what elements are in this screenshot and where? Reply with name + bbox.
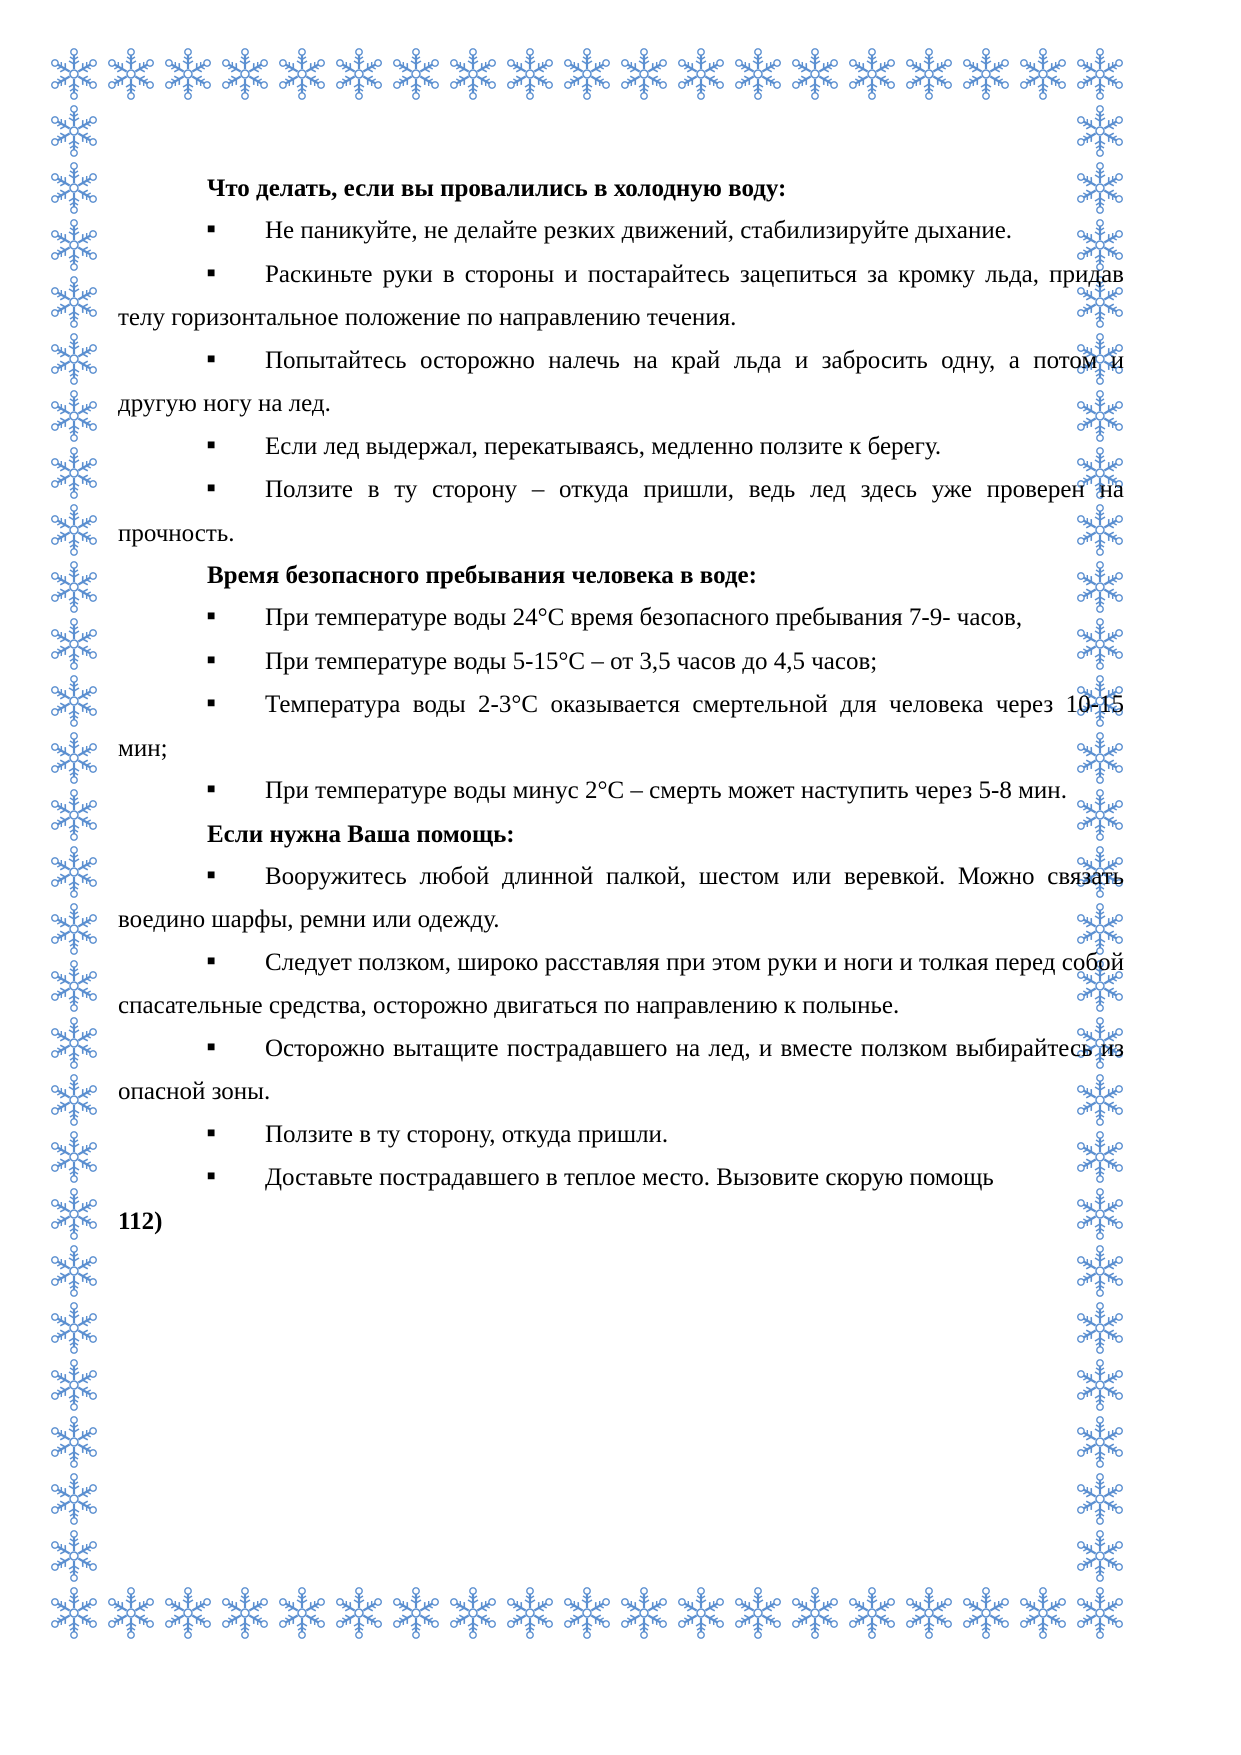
snowflake-icon [1073,104,1127,158]
snowflake-icon [161,47,215,101]
bullet-icon: ■ [207,953,216,969]
snowflake-icon [1016,47,1070,101]
snowflake-icon [1073,1358,1127,1412]
snowflake-icon [47,161,101,215]
snowflake-icon [1073,1244,1127,1298]
bullet-icon: ■ [207,652,216,668]
section-heading: Если нужна Ваша помощь: [207,820,515,848]
snowflake-icon [389,47,443,101]
bullet-icon: ■ [207,265,216,281]
snowflake-icon [674,1586,728,1640]
snowflake-icon [47,503,101,557]
list-item: ■ Температура воды 2-3°С оказывается смертельной для человека через 10-15 мин; [118,684,1124,770]
bullet-icon: ■ [207,782,216,798]
snowflake-icon [47,1016,101,1070]
snowflake-icon [47,104,101,158]
snowflake-icon [1073,1472,1127,1526]
snowflake-icon [47,1301,101,1355]
snowflake-icon [47,1187,101,1241]
snowflake-icon [902,1586,956,1640]
snowflake-icon [1073,1529,1127,1583]
snowflake-icon [47,560,101,614]
snowflake-icon [845,47,899,101]
snowflake-icon [788,1586,842,1640]
snowflake-icon [1073,47,1127,101]
snowflake-icon [902,47,956,101]
list-item: ■ Попытайтесь осторожно налечь на край льда и забросить одну, а потом и другую ногу на лед. [118,340,1124,426]
snowflake-icon [47,275,101,329]
snowflake-icon [1073,1301,1127,1355]
phone-number: 112) [118,1207,163,1235]
snowflake-icon [47,47,101,101]
list-item: ■ Доставьте пострадавшего в теплое место. Вызовите скорую помощь [118,1157,1124,1201]
snowflake-icon [47,731,101,785]
snowflake-icon [104,47,158,101]
snowflake-icon [1073,1415,1127,1469]
snowflake-icon [47,1244,101,1298]
snowflake-icon [503,47,557,101]
snowflake-icon [731,47,785,101]
bullet-icon: ■ [207,481,216,497]
bullet-icon: ■ [207,609,216,625]
snowflake-icon [503,1586,557,1640]
snowflake-icon [1073,1586,1127,1640]
snowflake-icon [1016,1586,1070,1640]
snowflake-icon [275,47,329,101]
snowflake-icon [47,1415,101,1469]
snowflake-icon [674,47,728,101]
snowflake-icon [104,1586,158,1640]
bullet-icon: ■ [207,1169,216,1185]
list-item: ■ Раскиньте руки в стороны и постарайтесь зацепиться за кромку льда, придав телу горизонтальное положение по направлению течения. [118,254,1124,340]
snowflake-icon [47,788,101,842]
snowflake-icon [47,446,101,500]
list-item: ■ Ползите в ту сторону – откуда пришли, ведь лед здесь уже проверен на прочность. [118,469,1124,555]
snowflake-icon [47,1472,101,1526]
snowflake-icon [47,1529,101,1583]
snowflake-icon [47,902,101,956]
list-item: ■ Не паникуйте, не делайте резких движений, стабилизируйте дыхание. [118,210,1124,254]
snowflake-icon [332,1586,386,1640]
bullet-icon: ■ [207,437,216,453]
bullet-icon: ■ [207,1125,216,1141]
snowflake-icon [47,1586,101,1640]
snowflake-icon [47,959,101,1013]
list-item: ■ При температуре воды 24°С время безопасного пребывания 7-9- часов, [118,597,1124,641]
snowflake-icon [617,1586,671,1640]
snowflake-icon [332,47,386,101]
document-body [118,168,1124,1243]
snowflake-icon [788,47,842,101]
section-heading: Что делать, если вы провалились в холодную воду: [207,175,787,202]
snowflake-icon [47,218,101,272]
snowflake-icon [560,47,614,101]
snowflake-icon [731,1586,785,1640]
snowflake-icon [47,617,101,671]
list-item: ■ Вооружитесь любой длинной палкой, шестом или веревкой. Можно связать воедино шарфы, ремни или одежду. [118,856,1124,942]
snowflake-icon [47,1358,101,1412]
snowflake-icon [47,1073,101,1127]
snowflake-icon [959,47,1013,101]
bullet-icon: ■ [207,351,216,367]
list-item: ■ Осторожно вытащите пострадавшего на лед, и вместе ползком выбирайтесь из опасной зоны. [118,1028,1124,1114]
list-item: ■ При температуре воды 5-15°С – от 3,5 часов до 4,5 часов; [118,641,1124,685]
bullet-icon: ■ [207,222,216,238]
snowflake-icon [959,1586,1013,1640]
snowflake-icon [218,1586,272,1640]
snowflake-icon [47,332,101,386]
snowflake-icon [617,47,671,101]
snowflake-icon [47,674,101,728]
snowflake-icon [47,1130,101,1184]
bullet-icon: ■ [207,867,216,883]
snowflake-icon [845,1586,899,1640]
snowflake-icon [446,47,500,101]
bullet-icon: ■ [207,1039,216,1055]
snowflake-icon [275,1586,329,1640]
list-item: ■ Следует ползком, широко расставляя при этом руки и ноги и толкая перед собой спасательные средства, осторожно двигаться по направлению к полынье. [118,942,1124,1028]
section-heading: Время безопасного пребывания человека в воде: [207,562,757,590]
snowflake-icon [47,389,101,443]
bullet-icon: ■ [207,696,216,712]
snowflake-icon [389,1586,443,1640]
list-item: ■ Ползите в ту сторону, откуда пришли. [118,1114,1124,1158]
snowflake-icon [218,47,272,101]
list-item: ■ При температуре воды минус 2°С – смерть может наступить через 5-8 мин. [118,770,1124,814]
snowflake-icon [560,1586,614,1640]
snowflake-icon [47,845,101,899]
snowflake-icon [446,1586,500,1640]
snowflake-icon [161,1586,215,1640]
list-item: ■ Если лед выдержал, перекатываясь, медленно ползите к берегу. [118,426,1124,470]
